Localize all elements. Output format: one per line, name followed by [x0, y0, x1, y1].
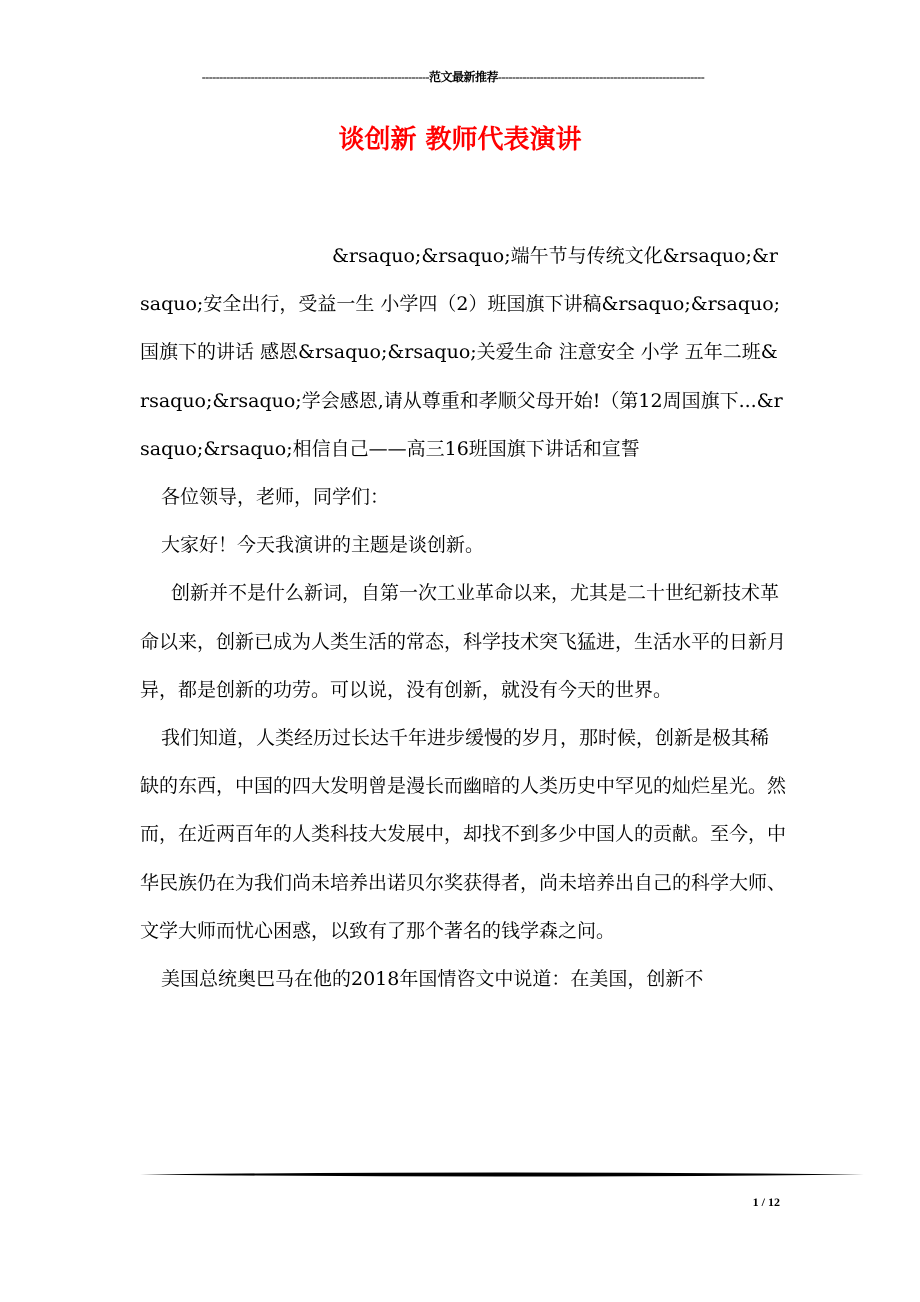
document-title: 谈创新 教师代表演讲	[338, 125, 582, 155]
opening-paragraph: 大家好！今天我演讲的主题是谈创新。	[161, 534, 485, 557]
footer-divider	[140, 1172, 864, 1177]
body-paragraph: 我们知道，人类经历过长达千年进步缓慢的岁月，那时候，创新是极其稀缺的东西，中国的四大发明曾是漫长而幽暗的人类历史中罕见的灿烂星光。然而，在近两百年的人类科技大发展中，却找不到多少中国人的贡献。至今，中华民族仍在为我们尚未培养出诺贝尔奖获得者，尚未培养出自己的科学大师、文学大师而忧心困惑，以致有了那个著名的钱学森之问。	[140, 727, 787, 942]
header-recommendation-bar: -----------------------------------------------------------------范文最新推荐-----------------------------------------------------------	[201, 70, 705, 84]
document-body	[140, 232, 786, 1003]
body-paragraph: 创新并不是什么新词，自第一次工业革命以来，尤其是二十世纪新技术革命以来，创新已成为人类生活的常态，科学技术突飞猛进，生活水平的日新月异，都是创新的功劳。可以说，没有创新，就没有今天的世界。	[140, 582, 787, 701]
greeting-paragraph: 各位领导，老师，同学们：	[161, 486, 390, 509]
related-articles-paragraph: &rsaquo;&rsaquo;端午节与传统文化&rsaquo;&rsaquo;安全出行，受益一生 小学四（2）班国旗下讲稿&rsaquo;&rsaquo;国旗下的讲话 感恩&rsaquo;&rsaquo;关爱生命 注意安全 小学 五年二班&rsaquo;&rsaquo;学会感恩,请从尊重和孝顺父母开始!（第12周国旗下...&rsaquo;&rsaquo;相信自己——高三16班国旗下讲话和宣誓	[140, 245, 783, 460]
body-paragraph: 美国总统奥巴马在他的2018年国情咨文中说道：在美国，创新不	[161, 968, 704, 991]
page-number: 1 / 12	[752, 1195, 780, 1209]
